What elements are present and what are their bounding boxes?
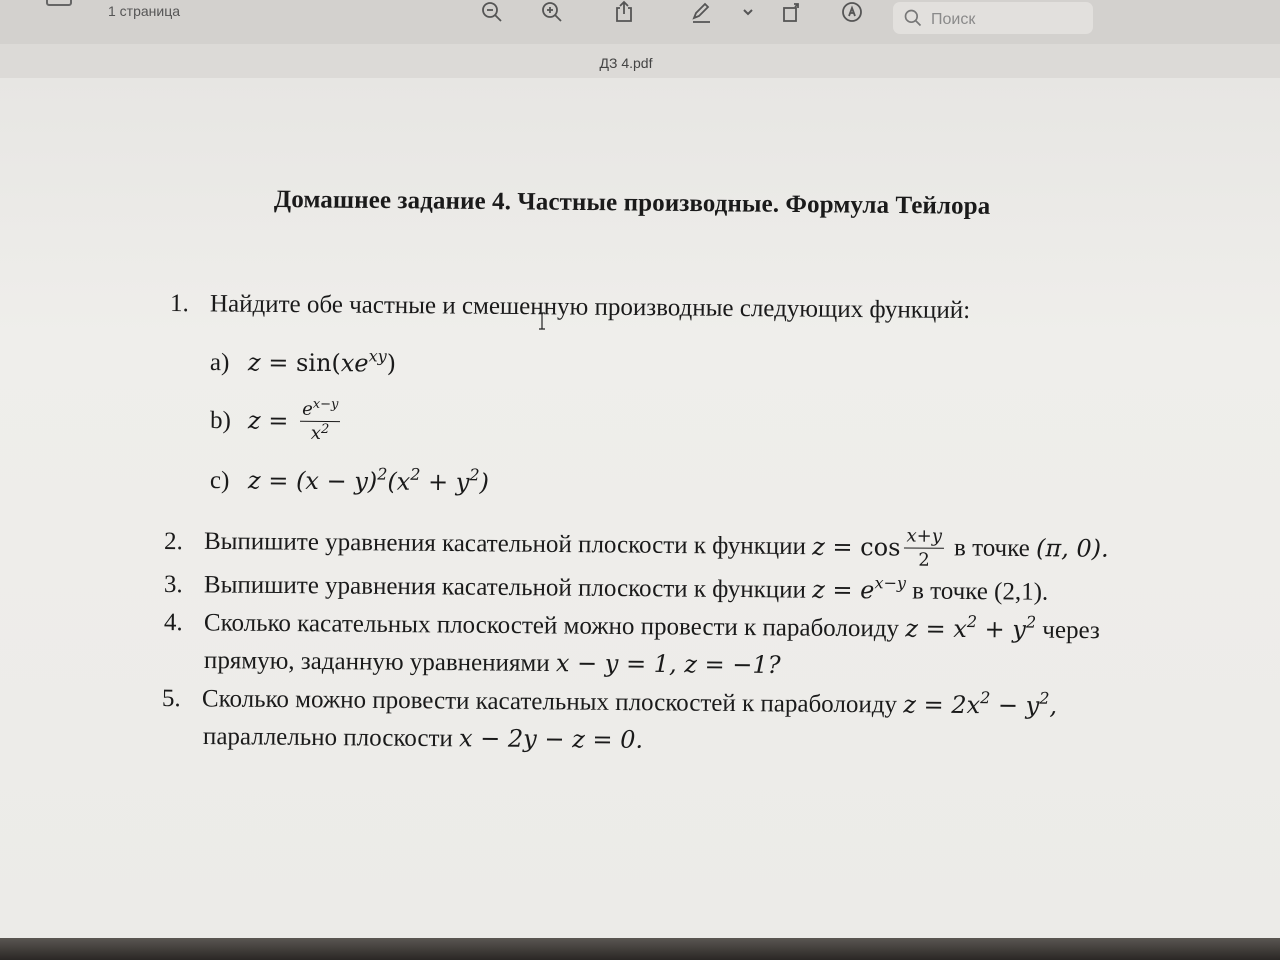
formula-paraboloid: $z = x^2 + y^2$: [905, 612, 1037, 644]
task-2: 2. Выпишите уравнения касательной плоскости к функции z = cos $\frac{x+y}{2}$ в точке (π, 0).: [163, 525, 1109, 571]
markup-pen-icon[interactable]: [688, 0, 716, 26]
subitem-label: b): [209, 406, 231, 434]
screen-bezel: [0, 938, 1280, 960]
subitem-c: [210, 466, 489, 497]
chevron-down-icon[interactable]: [734, 0, 762, 26]
toolbar: [0, 0, 1280, 44]
share-icon[interactable]: [610, 0, 638, 26]
page-count-label: 1 страница: [108, 3, 181, 19]
task-number: 1.: [169, 290, 189, 318]
task-number: 5.: [161, 685, 181, 713]
fraction: $\frac{e^{x-y}}{x^2}$: [300, 401, 341, 443]
subitem-label: c): [209, 467, 230, 495]
formula-cos: z = cos $\frac{x+y}{2}$: [812, 525, 943, 571]
formula-plane: x − 2y − z = 0.: [458, 724, 644, 754]
subitem-label: a): [209, 349, 230, 377]
task-text: Сколько касательных плоскостей можно провести к параболоиду: [203, 609, 900, 643]
task-text: Выпишите уравнения касательной плоскости к функции: [203, 571, 807, 604]
annotate-icon[interactable]: [838, 0, 866, 26]
task-number: 4.: [163, 609, 183, 637]
subitem-a: [210, 348, 396, 379]
task-number: 2.: [163, 527, 183, 555]
task-number: 3.: [163, 571, 183, 599]
text-cursor-icon: [538, 312, 546, 330]
search-placeholder: Поиск: [931, 11, 976, 28]
task-text: Сколько можно провести касательных плоскостей к параболоиду: [201, 685, 898, 719]
formula-b: z = $\frac{e^{x-y}}{x^2}$: [247, 396, 339, 444]
formula-exp: $z = e^{x-y}$: [812, 573, 907, 605]
task-1: [170, 290, 970, 325]
zoom-out-icon[interactable]: [478, 0, 506, 26]
task-text: Найдите обе частные и смешенную производные следующих функций:: [209, 290, 971, 324]
task-5-cont: параллельно плоскости x − 2y − z = 0.: [202, 723, 644, 754]
document-filename: ДЗ 4.pdf: [599, 55, 653, 71]
rotate-icon[interactable]: [778, 0, 806, 26]
pdf-page: [0, 78, 1280, 938]
formula-paraboloid-2: $z = 2x^2 - y^2$,: [903, 688, 1058, 720]
point: (π, 0).: [1035, 534, 1109, 563]
task-3: 3. Выпишите уравнения касательной плоскости к функции $z = e^{x-y}$ в точке (2,1).: [163, 571, 1049, 606]
search-icon: [903, 8, 923, 28]
task-5: [162, 684, 1057, 721]
search-field[interactable]: [893, 2, 1093, 34]
zoom-in-icon[interactable]: [538, 0, 566, 26]
subitem-b: [209, 396, 345, 444]
sidebar-icon[interactable]: [46, 0, 72, 6]
page-title: Домашнее задание 4. Частные производные. Формула Тейлора: [273, 186, 991, 220]
formula-c: $z = (x - y)^2(x^2 + y^2)$: [247, 464, 490, 497]
task-4: 4. Сколько касательных плоскостей можно провести к параболоиду $z = x^2 + y^2$ через: [163, 609, 1100, 645]
formula-line: x − y = 1, z = −1?: [555, 649, 781, 680]
task-4-cont: прямую, заданную уравнениями x − y = 1, z = −1?: [203, 647, 781, 680]
formula-a: $z = \sin(xe^{xy})$: [247, 346, 397, 378]
window-titlebar: [0, 44, 1280, 79]
task-text: Выпишите уравнения касательной плоскости к функции: [203, 527, 807, 561]
